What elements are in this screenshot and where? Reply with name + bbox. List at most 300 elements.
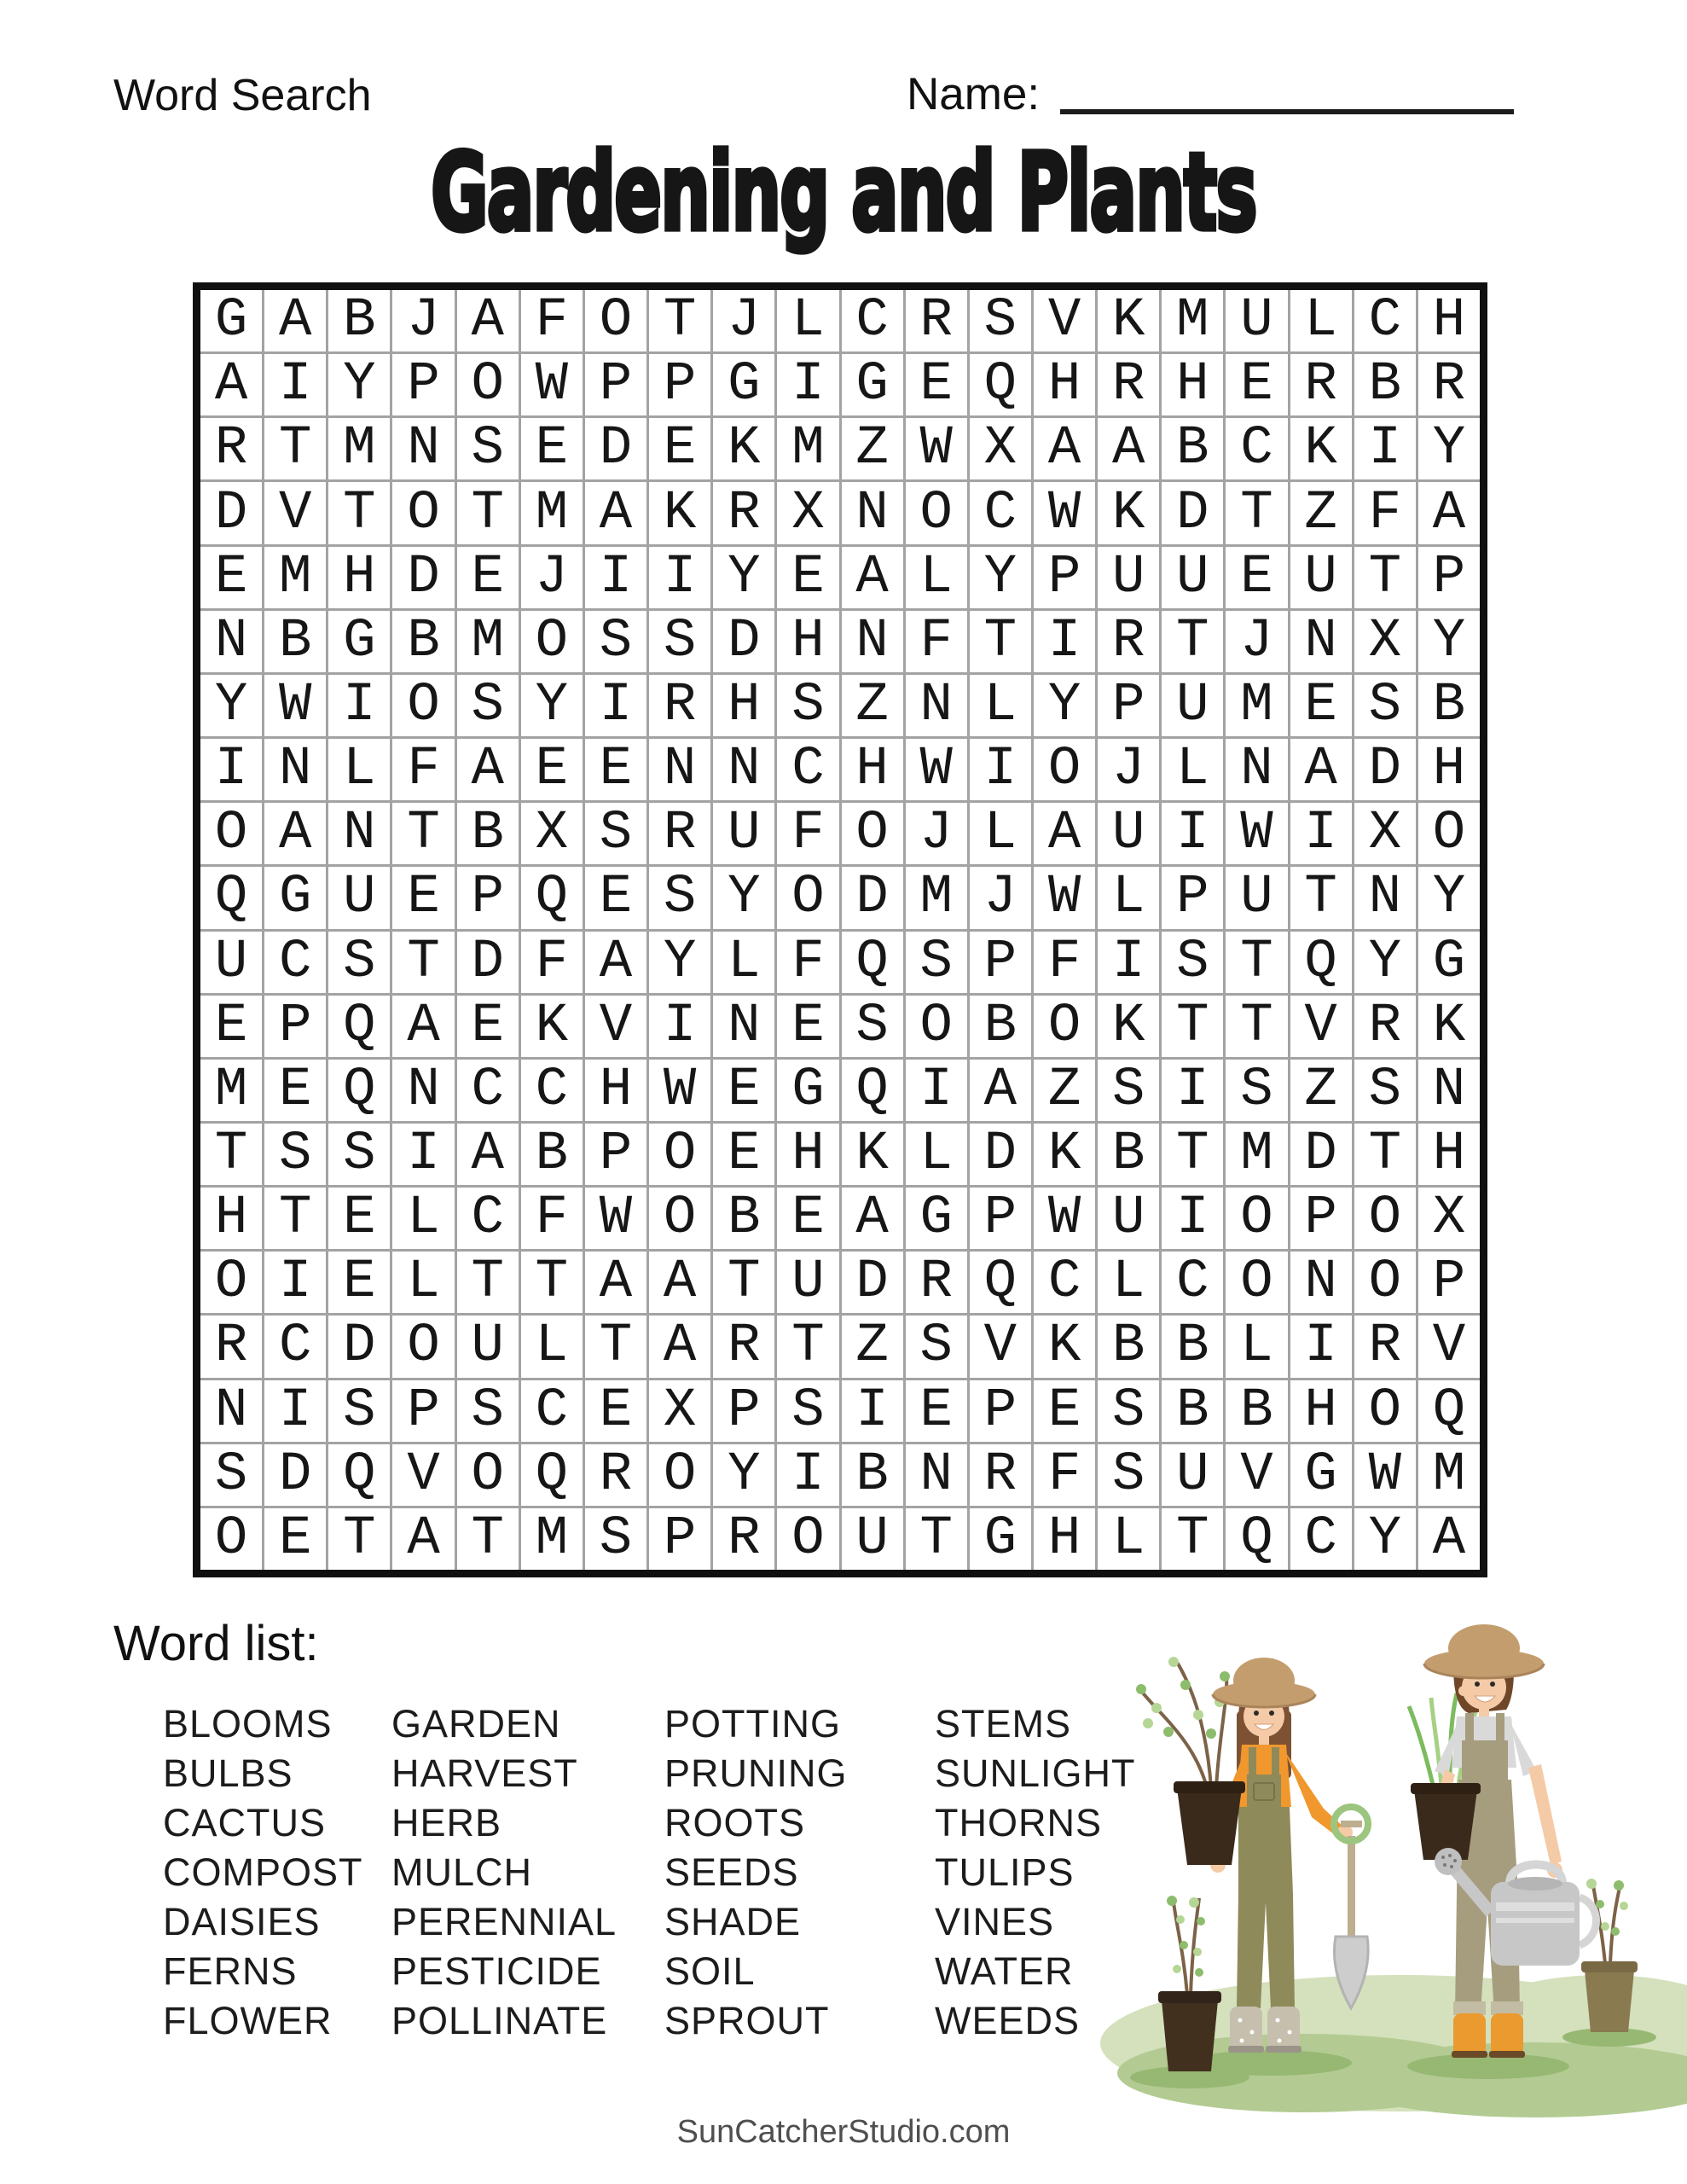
grid-cell: S — [906, 1316, 967, 1377]
grid-cell: Y — [1034, 675, 1095, 736]
grid-cell: X — [521, 803, 583, 864]
grid-cell: C — [264, 932, 326, 993]
grid-cell: I — [1162, 1188, 1223, 1249]
grid-cell: T — [970, 611, 1031, 672]
grid-cell: J — [1226, 611, 1287, 672]
grid-cell: N — [1354, 867, 1416, 928]
grid-cell: O — [392, 1316, 454, 1377]
grid-cell: P — [1290, 1188, 1352, 1249]
grid-cell: E — [264, 1508, 326, 1570]
grid-cell: Y — [1354, 1508, 1416, 1570]
word-list-item: FLOWER — [163, 1999, 333, 2042]
grid-cell: T — [777, 1316, 838, 1377]
grid-cell: I — [392, 1124, 454, 1185]
grid-cell: P — [585, 354, 646, 415]
grid-cell: W — [264, 675, 326, 736]
grid-cell: J — [970, 867, 1031, 928]
grid-cell: S — [585, 803, 646, 864]
grid-cell: U — [1162, 547, 1223, 608]
grid-cell: E — [585, 1380, 646, 1442]
grid-cell: B — [713, 1188, 774, 1249]
grid-cell: U — [1098, 803, 1159, 864]
grid-cell: M — [906, 867, 967, 928]
grid-cell: F — [777, 803, 838, 864]
grid-cell: M — [521, 482, 583, 543]
grid-cell: T — [649, 290, 710, 351]
grid-cell: P — [649, 1508, 710, 1570]
grid-cell: N — [1226, 739, 1287, 800]
grid-cell: U — [777, 1252, 838, 1313]
grid-cell: E — [521, 739, 583, 800]
grid-cell: L — [970, 675, 1031, 736]
grid-cell: O — [1354, 1380, 1416, 1442]
grid-cell: S — [200, 1444, 262, 1506]
grid-cell: E — [200, 547, 262, 608]
grid-cell: A — [1418, 1508, 1480, 1570]
word-list-item: SEEDS — [664, 1850, 799, 1894]
grid-cell: C — [264, 1316, 326, 1377]
grid-cell: N — [906, 1444, 967, 1506]
grid-cell: U — [1290, 547, 1352, 608]
grid-cell: I — [842, 1380, 903, 1442]
grid-cell: A — [1098, 418, 1159, 479]
word-list-item: VINES — [935, 1900, 1055, 1943]
grid-cell: N — [328, 803, 390, 864]
grid-cell: Q — [842, 932, 903, 993]
grid-cell: H — [1418, 1124, 1480, 1185]
grid-cell: L — [328, 739, 390, 800]
grid-cell: A — [264, 803, 326, 864]
grid-cell: F — [777, 932, 838, 993]
grid-cell: Q — [521, 867, 583, 928]
grid-cell: T — [713, 1252, 774, 1313]
grid-cell: P — [649, 354, 710, 415]
grid-cell: H — [1034, 1508, 1095, 1570]
grid-cell: S — [1098, 1380, 1159, 1442]
word-list-heading: Word list: — [113, 1616, 319, 1671]
grid-cell: B — [842, 1444, 903, 1506]
grid-cell: P — [392, 354, 454, 415]
grid-cell: O — [200, 1508, 262, 1570]
word-list-item: CACTUS — [163, 1801, 327, 1844]
grid-cell: N — [392, 418, 454, 479]
grid-cell: I — [264, 1380, 326, 1442]
word-list-item: TULIPS — [935, 1850, 1075, 1894]
grid-cell: A — [1034, 418, 1095, 479]
grid-cell: E — [457, 996, 519, 1057]
grid-cell: I — [1354, 418, 1416, 479]
grid-cell: B — [328, 290, 390, 351]
grid-cell: A — [842, 547, 903, 608]
grid-cell: I — [1290, 803, 1352, 864]
grid-cell: E — [713, 1124, 774, 1185]
grid-cell: R — [649, 803, 710, 864]
grid-cell: I — [906, 1060, 967, 1121]
grid-cell: Y — [713, 547, 774, 608]
word-list-item: PESTICIDE — [391, 1949, 602, 1993]
grid-cell: K — [1290, 418, 1352, 479]
grid-cell: W — [1354, 1444, 1416, 1506]
grid-cell: O — [1226, 1252, 1287, 1313]
grid-cell: Q — [1290, 932, 1352, 993]
grid-cell: D — [264, 1444, 326, 1506]
grid-cell: K — [1034, 1316, 1095, 1377]
grid-cell: B — [521, 1124, 583, 1185]
grid-cell: N — [392, 1060, 454, 1121]
grid-cell: E — [777, 996, 838, 1057]
grid-cell: L — [1098, 867, 1159, 928]
grid-cell: N — [906, 675, 967, 736]
grid-cell: L — [777, 290, 838, 351]
grid-cell: U — [1098, 1188, 1159, 1249]
grid-cell: P — [970, 1380, 1031, 1442]
grid-cell: R — [585, 1444, 646, 1506]
grid-cell: G — [906, 1188, 967, 1249]
grid-cell: H — [1162, 354, 1223, 415]
grid-cell: R — [713, 1316, 774, 1377]
grid-cell: Y — [521, 675, 583, 736]
grid-cell: E — [649, 418, 710, 479]
grid-cell: Y — [713, 867, 774, 928]
grid-cell: H — [1034, 354, 1095, 415]
grid-cell: S — [328, 1380, 390, 1442]
word-list-item: SUNLIGHT — [935, 1751, 1136, 1795]
grid-cell: N — [1290, 611, 1352, 672]
grid-cell: L — [521, 1316, 583, 1377]
grid-cell: T — [521, 1252, 583, 1313]
grid-cell: A — [649, 1252, 710, 1313]
grid-cell: X — [1354, 611, 1416, 672]
grid-cell: K — [1098, 290, 1159, 351]
grid-cell: Z — [842, 1316, 903, 1377]
grid-cell: I — [585, 675, 646, 736]
branch-plant — [1136, 1657, 1230, 1787]
grid-cell: I — [1098, 932, 1159, 993]
shovel — [1334, 1807, 1368, 2008]
grid-cell: T — [200, 1124, 262, 1185]
grid-cell: T — [457, 482, 519, 543]
grid-cell: A — [392, 996, 454, 1057]
grid-cell: Y — [1418, 867, 1480, 928]
grid-cell: Q — [970, 354, 1031, 415]
held-pot-woman — [1174, 1781, 1245, 1865]
word-list-item: BLOOMS — [163, 1702, 333, 1745]
grid-cell: E — [585, 739, 646, 800]
word-list-item: POLLINATE — [391, 1999, 608, 2042]
grid-cell: E — [328, 1252, 390, 1313]
word-list-item: HERB — [391, 1801, 502, 1844]
word-list-item: THORNS — [935, 1801, 1102, 1844]
grid-cell: T — [1354, 1124, 1416, 1185]
grid-cell: C — [1290, 1508, 1352, 1570]
grid-cell: K — [713, 418, 774, 479]
grid-cell: H — [777, 611, 838, 672]
grid-cell: T — [1290, 867, 1352, 928]
grid-cell: Q — [521, 1444, 583, 1506]
grid-cell: Q — [328, 1444, 390, 1506]
grid-cell: A — [457, 1124, 519, 1185]
word-column — [664, 1699, 848, 2046]
grid-cell: T — [328, 482, 390, 543]
grid-cell: H — [1290, 1380, 1352, 1442]
word-list-item: PERENNIAL — [391, 1900, 617, 1943]
grid-cell: X — [970, 418, 1031, 479]
footer-credit: SunCatcherStudio.com — [676, 2114, 1011, 2150]
word-list-item: GARDEN — [391, 1702, 561, 1745]
grid-cell: A — [457, 290, 519, 351]
grid-cell: C — [457, 1188, 519, 1249]
grid-cell: V — [1290, 996, 1352, 1057]
grid-cell: R — [1354, 1316, 1416, 1377]
grid-cell: T — [585, 1316, 646, 1377]
grid-cell: H — [200, 1188, 262, 1249]
grid-cell: C — [1162, 1252, 1223, 1313]
grid-cell: T — [457, 1508, 519, 1570]
grid-cell: C — [1354, 290, 1416, 351]
grid-cell: S — [585, 611, 646, 672]
grid-cell: I — [200, 739, 262, 800]
grid-cell: P — [264, 996, 326, 1057]
grid-cell: K — [1098, 996, 1159, 1057]
grid-cell: L — [392, 1188, 454, 1249]
grid-cell: Y — [1418, 611, 1480, 672]
word-list-item: BULBS — [163, 1751, 293, 1795]
grid-cell: R — [1418, 354, 1480, 415]
grid-cell: V — [1226, 1444, 1287, 1506]
grid-cell: O — [649, 1188, 710, 1249]
grid-cell: F — [521, 1188, 583, 1249]
grid-cell: T — [392, 932, 454, 993]
grid-cell: C — [1034, 1252, 1095, 1313]
grid-cell: I — [649, 996, 710, 1057]
grid-cell: B — [1354, 354, 1416, 415]
grid-cell: A — [264, 290, 326, 351]
grid-cell: B — [457, 803, 519, 864]
grid-cell: H — [1418, 739, 1480, 800]
grid-cell: R — [649, 675, 710, 736]
grid-cell: T — [1162, 1508, 1223, 1570]
grid-cell: Q — [842, 1060, 903, 1121]
grid-cell: S — [1226, 1060, 1287, 1121]
grid-cell: E — [906, 354, 967, 415]
grid-cell: T — [264, 1188, 326, 1249]
grid-cell: Z — [1034, 1060, 1095, 1121]
grid-cell: W — [521, 354, 583, 415]
grid-cell: I — [264, 354, 326, 415]
grid-cell: S — [328, 932, 390, 993]
grid-cell: U — [457, 1316, 519, 1377]
grid-cell: T — [1162, 996, 1223, 1057]
grid-cell: M — [200, 1060, 262, 1121]
grid-cell: O — [200, 803, 262, 864]
grid-cell: W — [649, 1060, 710, 1121]
grid-cell: B — [1162, 1380, 1223, 1442]
word-list-item: FERNS — [163, 1949, 298, 1993]
grid-cell: H — [585, 1060, 646, 1121]
grid-cell: T — [1162, 611, 1223, 672]
grid-cell: R — [1098, 354, 1159, 415]
grid-cell: A — [585, 1252, 646, 1313]
grid-cell: P — [585, 1124, 646, 1185]
grid-cell: Q — [970, 1252, 1031, 1313]
grid-cell: U — [328, 867, 390, 928]
grid-cell: U — [713, 803, 774, 864]
grid-cell: M — [457, 611, 519, 672]
grid-cell: G — [713, 354, 774, 415]
grid-cell: Q — [328, 996, 390, 1057]
grid-cell: D — [1354, 739, 1416, 800]
word-list-item: SHADE — [664, 1900, 802, 1943]
grid-cell: R — [200, 418, 262, 479]
grid-cell: P — [970, 1188, 1031, 1249]
word-list-item: POTTING — [664, 1702, 841, 1745]
grid-cell: O — [585, 290, 646, 351]
grid-cell: B — [1098, 1316, 1159, 1377]
grid-cell: A — [392, 1508, 454, 1570]
grid-cell: U — [1226, 867, 1287, 928]
grid-cell: N — [200, 611, 262, 672]
grid-cell: B — [1162, 1316, 1223, 1377]
word-column — [391, 1699, 617, 2046]
grid-cell: S — [970, 290, 1031, 351]
word-column — [163, 1699, 363, 2046]
grid-cell: B — [970, 996, 1031, 1057]
grid-cell: N — [842, 482, 903, 543]
grid-cell: S — [649, 867, 710, 928]
grid-cell: E — [585, 867, 646, 928]
grid-cell: Y — [713, 1444, 774, 1506]
grid-cell: G — [777, 1060, 838, 1121]
grid-cell: M — [1226, 675, 1287, 736]
word-list-item: SOIL — [664, 1949, 756, 1993]
page-title: Gardening and Plants — [431, 130, 1256, 255]
grid-cell: W — [1226, 803, 1287, 864]
grid-cell: S — [777, 1380, 838, 1442]
grid-cell: G — [1418, 932, 1480, 993]
grid-cell: V — [392, 1444, 454, 1506]
grid-cell: T — [1226, 996, 1287, 1057]
grid-cell: T — [1226, 932, 1287, 993]
grid-cell: T — [1226, 482, 1287, 543]
grid-cell: U — [1162, 1444, 1223, 1506]
grid-cell: H — [328, 547, 390, 608]
grid-cell: K — [1418, 996, 1480, 1057]
grid-cell: P — [1034, 547, 1095, 608]
grid-cell: E — [1034, 1380, 1095, 1442]
grid-cell: D — [842, 867, 903, 928]
grid-cell: A — [1418, 482, 1480, 543]
grid-cell: P — [713, 1380, 774, 1442]
grid-cell: G — [970, 1508, 1031, 1570]
grid-cell: D — [392, 547, 454, 608]
grid-cell: M — [1226, 1124, 1287, 1185]
word-list-item: ROOTS — [664, 1801, 806, 1844]
grid-cell: P — [392, 1380, 454, 1442]
grid-cell: G — [842, 354, 903, 415]
grid-cell: U — [1098, 547, 1159, 608]
grid-cell: A — [649, 1316, 710, 1377]
grid-cell: S — [906, 932, 967, 993]
grid-cell: F — [906, 611, 967, 672]
grid-cell: S — [328, 1124, 390, 1185]
grid-cell: P — [1418, 1252, 1480, 1313]
grid-cell: O — [842, 803, 903, 864]
grid-cell: O — [906, 482, 967, 543]
grid-cell: I — [264, 1252, 326, 1313]
name-label: Name: — [907, 69, 1041, 119]
grid-cell: L — [1290, 290, 1352, 351]
grid-cell: V — [585, 996, 646, 1057]
grid-cell: I — [1162, 1060, 1223, 1121]
grid-cell: F — [1034, 932, 1095, 993]
grid-cell: D — [585, 418, 646, 479]
grid-cell: A — [1034, 803, 1095, 864]
grid-cell: L — [1162, 739, 1223, 800]
grid-cell: M — [777, 418, 838, 479]
grid-cell: Y — [1354, 932, 1416, 993]
grid-cell: G — [264, 867, 326, 928]
grid-cell: M — [521, 1508, 583, 1570]
grid-cell: G — [328, 611, 390, 672]
grid-cell: H — [842, 739, 903, 800]
grid-cell: F — [1034, 1444, 1095, 1506]
grid-cell: D — [1162, 482, 1223, 543]
grid-cell: Z — [842, 675, 903, 736]
grid-cell: R — [713, 1508, 774, 1570]
grid-cell: I — [649, 547, 710, 608]
grid-cell: W — [1034, 1188, 1095, 1249]
grid-cell: S — [457, 418, 519, 479]
grid-cell: J — [392, 290, 454, 351]
grid-cell: Z — [842, 418, 903, 479]
grid-cell: O — [906, 996, 967, 1057]
grid-cell: Q — [200, 867, 262, 928]
grid-cell: F — [392, 739, 454, 800]
grid-cell: S — [1098, 1060, 1159, 1121]
grid-cell: U — [1162, 675, 1223, 736]
grid-cell: Z — [1290, 1060, 1352, 1121]
grid-cell: S — [1354, 675, 1416, 736]
grid-cell: D — [328, 1316, 390, 1377]
grid-cell: A — [1290, 739, 1352, 800]
grid-cell: C — [521, 1060, 583, 1121]
grid-cell: O — [649, 1124, 710, 1185]
grid-cell: H — [713, 675, 774, 736]
grid-cell: O — [457, 354, 519, 415]
grid-cell: A — [970, 1060, 1031, 1121]
grid-cell: T — [392, 803, 454, 864]
grid-cell: R — [1354, 996, 1416, 1057]
word-list-item: HARVEST — [391, 1751, 578, 1795]
grid-cell: O — [1034, 996, 1095, 1057]
grid-cell: G — [200, 290, 262, 351]
grid-cell: O — [200, 1252, 262, 1313]
grid-cell: Q — [328, 1060, 390, 1121]
grid-cell: D — [1290, 1124, 1352, 1185]
grid-cell: L — [906, 1124, 967, 1185]
grid-cell: O — [777, 1508, 838, 1570]
grid-cell: T — [1162, 1124, 1223, 1185]
grid-cell: E — [392, 867, 454, 928]
grid-cell: O — [1034, 739, 1095, 800]
grid-cell: K — [521, 996, 583, 1057]
grid-cell: E — [777, 1188, 838, 1249]
grid-cell: B — [1162, 418, 1223, 479]
grid-cell: E — [1290, 675, 1352, 736]
grid-cell: L — [970, 803, 1031, 864]
grid-cell: A — [585, 932, 646, 993]
grid-cell: Q — [1226, 1508, 1287, 1570]
